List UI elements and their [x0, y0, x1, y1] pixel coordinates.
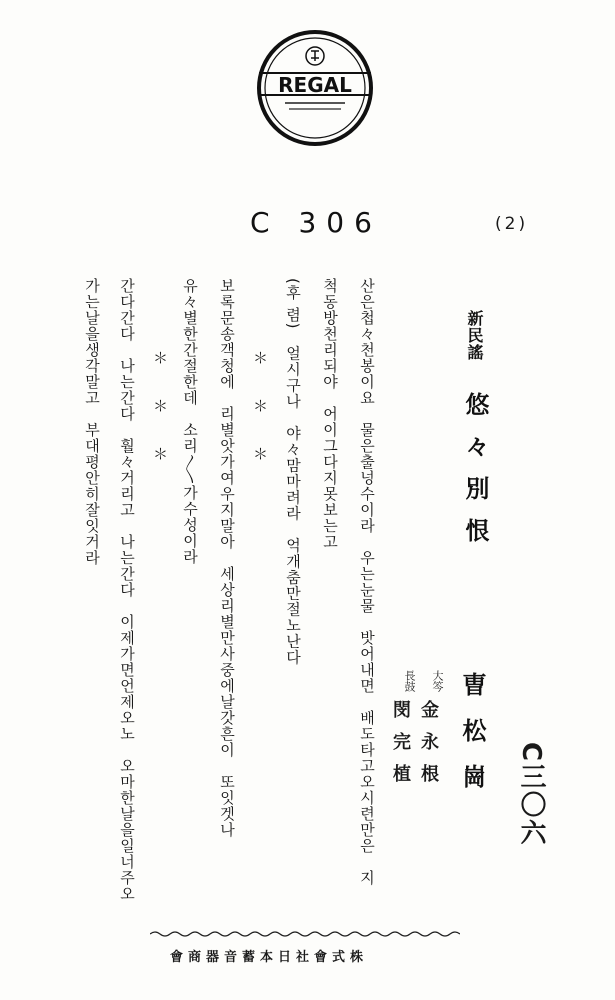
lyric-separator-2: ＊ ＊ ＊: [151, 350, 169, 462]
lyric-separator-1: ＊ ＊ ＊: [251, 350, 269, 462]
catalog-number-vertical: C三〇六: [516, 742, 546, 848]
lyric-line-1: 산은첩々천봉이요 물은출넝수이라 우는눈물 밧어내면 배도타고오시련만은 지: [358, 278, 376, 886]
lyric-line-5: 유々별한간절한데 소리〳〵가수성이라: [181, 278, 199, 565]
lyric-line-7: 가는날을생각말고 부대평안히잘잇거라: [83, 278, 101, 566]
publisher-name: 株式會社日本蓄音器商會: [170, 950, 369, 965]
song-title: 悠々別恨: [461, 392, 490, 560]
side-number: (2): [495, 214, 529, 234]
logo-brand-text: REGAL: [278, 73, 352, 97]
lyric-line-2: 척동방천리되야 어이그다지못보는고: [321, 278, 339, 550]
credit-name-daegeum: 金永根: [418, 700, 439, 796]
catalog-number: C 306: [250, 206, 382, 239]
lyric-line-4: 보록문송객청에 리별앗가여우지말아 세상리별만사중에날갓흔이 또잇겟나: [218, 278, 236, 838]
lyric-line-3: (후 렴) 얼시구나 야々맘마려라 억개춤만절노난다: [284, 278, 302, 666]
regal-logo: [255, 28, 375, 148]
lyric-line-6: 간다간다 나는간다 훨々거리고 나는간다 이제가면언제오노 오마한날을일너주오: [118, 278, 136, 902]
footer-divider: [150, 930, 460, 938]
credit-role-daegeum: 大笒: [431, 670, 444, 692]
credit-role-janggu: 長鼓: [403, 670, 416, 692]
credit-name-janggu: 閔完植: [390, 700, 411, 796]
genre-label: 新民謠: [465, 310, 484, 361]
singer-name: 曺松崗: [458, 672, 487, 810]
